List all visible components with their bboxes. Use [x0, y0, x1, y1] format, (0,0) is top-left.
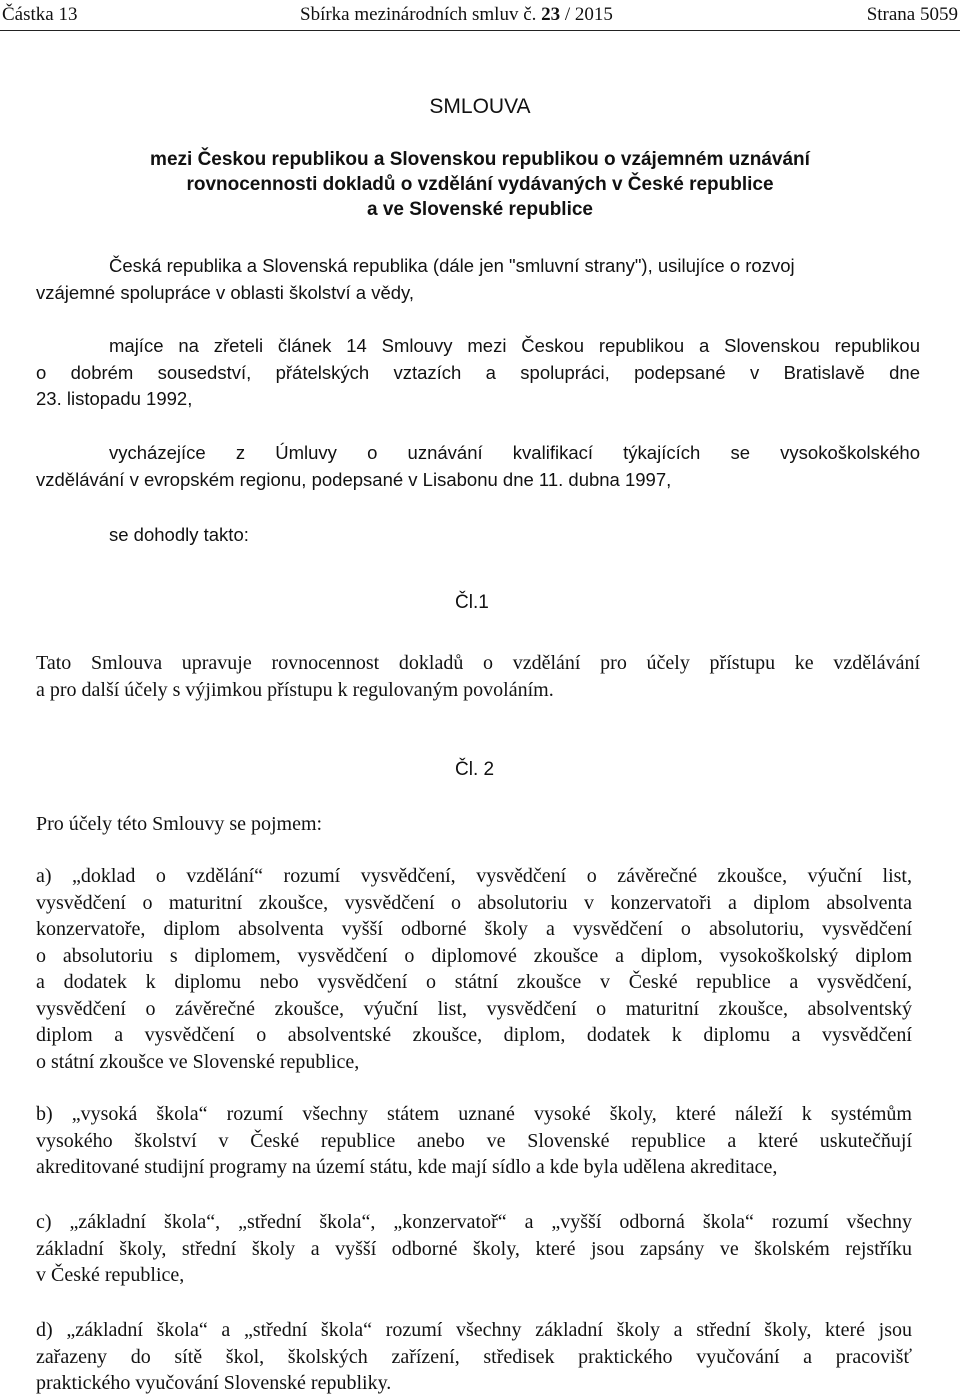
paragraph-line: a) „doklad o vzdělání“ rozumí vysvědčení, vysvědčení o závěrečné zkoušce, výuční list,	[36, 865, 912, 887]
paragraph-line: o absolutoriu s diplomem, vysvědčení o diplomové zkoušce a diplom, vysokoškolský diplom	[36, 944, 912, 967]
paragraph-line: a dodatek k diplomu nebo vysvědčení o státní zkoušce v České republice a vysvědčení,	[36, 971, 912, 993]
paragraph-line: o státní zkoušce ve Slovenské republice,	[36, 1050, 360, 1073]
subtitle-line: rovnocennosti dokladů o vzdělání vydávaných v České republice	[186, 174, 774, 195]
paragraph-line: d) „základní škola“ a „střední škola“ rozumí všechny základní školy a střední školy, které jsou	[36, 1319, 912, 1341]
collection-title	[300, 4, 613, 26]
paragraph-line: vysvědčení o maturitní zkoušce, vysvědčení o absolutoriu v konzervatoři a diplom absolventa	[36, 891, 912, 914]
article-2-heading	[455, 757, 494, 784]
paragraph-line: majíce na zřeteli článek 14 Smlouvy mezi Českou republikou a Slovenskou republikou	[109, 335, 920, 356]
subtitle-line: mezi Českou republikou a Slovenskou republikou o vzájemném uznávání	[150, 149, 810, 170]
paragraph-line: praktického vyučování Slovenské republiky.	[36, 1372, 392, 1394]
preamble-convention	[36, 440, 920, 493]
subtitle-line: a ve Slovenské republice	[366, 199, 593, 220]
definition-b	[36, 1101, 912, 1181]
collection-title-prefix: Sbírka mezinárodních smluv č.	[300, 4, 542, 25]
paragraph-line: základní školy, střední školy a vyšší odborné školy, které jsou zapsány ve školském rejstříku	[36, 1237, 912, 1260]
definition-c	[36, 1209, 912, 1289]
paragraph-line: Pro účely této Smlouvy se pojmem:	[36, 813, 323, 835]
paragraph-line: Tato Smlouva upravuje rovnocennost dokladů o vzdělání pro účely přístupu ke vzdělávání	[36, 652, 920, 674]
article-heading-text: Čl.1	[455, 592, 489, 613]
article-1-text	[36, 650, 920, 703]
paragraph-line: b) „vysoká škola“ rozumí všechny státem uznané vysoké školy, které náleží k systémům	[36, 1103, 912, 1125]
paragraph-line: zařazeny do sítě škol, školských zařízení, středisek praktického vyučování a pracovišť	[36, 1345, 912, 1368]
paragraph-line: 23. listopadu 1992,	[36, 388, 193, 409]
page-header	[0, 0, 960, 31]
paragraph-line: diplom a vysvědčení o absolventské zkoušce, diplom, dodatek k diplomu a vysvědčení	[36, 1024, 912, 1046]
page-number: Strana 5059	[866, 4, 958, 25]
paragraph-line: vysvědčení o závěrečné zkoušce, výuční list, vysvědčení o maturitní zkoušce, absolventský	[36, 997, 912, 1020]
paragraph-line: vycházejíce z Úmluvy o uznávání kvalifikací týkajících se vysokoškolského	[109, 442, 920, 463]
paragraph-line: a pro další účely s výjimkou přístupu k regulovaným povoláním.	[36, 678, 554, 701]
collection-number: 23	[541, 4, 561, 25]
document-subtitle	[0, 147, 960, 222]
paragraph-line: v České republice,	[36, 1264, 185, 1286]
document-title: SMLOUVA	[429, 95, 531, 118]
paragraph-line: vzdělávání v evropském regionu, podepsané v Lisabonu dne 11. dubna 1997,	[36, 468, 672, 490]
paragraph-line: vysokého školství v České republice anebo ve Slovenské republice a které uskutečňují	[36, 1129, 912, 1152]
paragraph-line: c) „základní škola“, „střední škola“, „konzervatoř“ a „vyšší odborná škola“ rozumí všechny	[36, 1211, 912, 1233]
definition-d	[36, 1317, 912, 1397]
paragraph-line: Česká republika a Slovenská republika (dále jen "smluvní strany"), usilujíce o rozvoj	[109, 255, 795, 276]
collection-year: / 2015	[560, 4, 613, 25]
article-1-heading	[455, 590, 489, 617]
preamble-parties	[36, 253, 920, 306]
definition-a	[36, 863, 912, 1075]
paragraph-line: vzájemné spolupráce v oblasti školství a vědy,	[36, 281, 415, 303]
article-2-intro	[36, 811, 322, 838]
paragraph-line: akreditované studijní programy na území státu, kde mají sídlo a kde byla udělena akreditace,	[36, 1156, 778, 1178]
part-number: Částka 13	[2, 4, 78, 25]
paragraph-line: o dobrém sousedství, přátelských vztazích a spolupráci, podepsané v Bratislavě dne	[36, 361, 920, 383]
paragraph-line: se dohodly takto:	[109, 524, 249, 545]
preamble-treaty	[36, 333, 920, 413]
paragraph-line: konzervatoře, diplom absolventa vyšší odborné školy a vysvědčení o absolutoriu, vysvědčení	[36, 918, 912, 940]
article-heading-text: Čl. 2	[455, 759, 495, 780]
preamble-agreed	[109, 522, 249, 549]
